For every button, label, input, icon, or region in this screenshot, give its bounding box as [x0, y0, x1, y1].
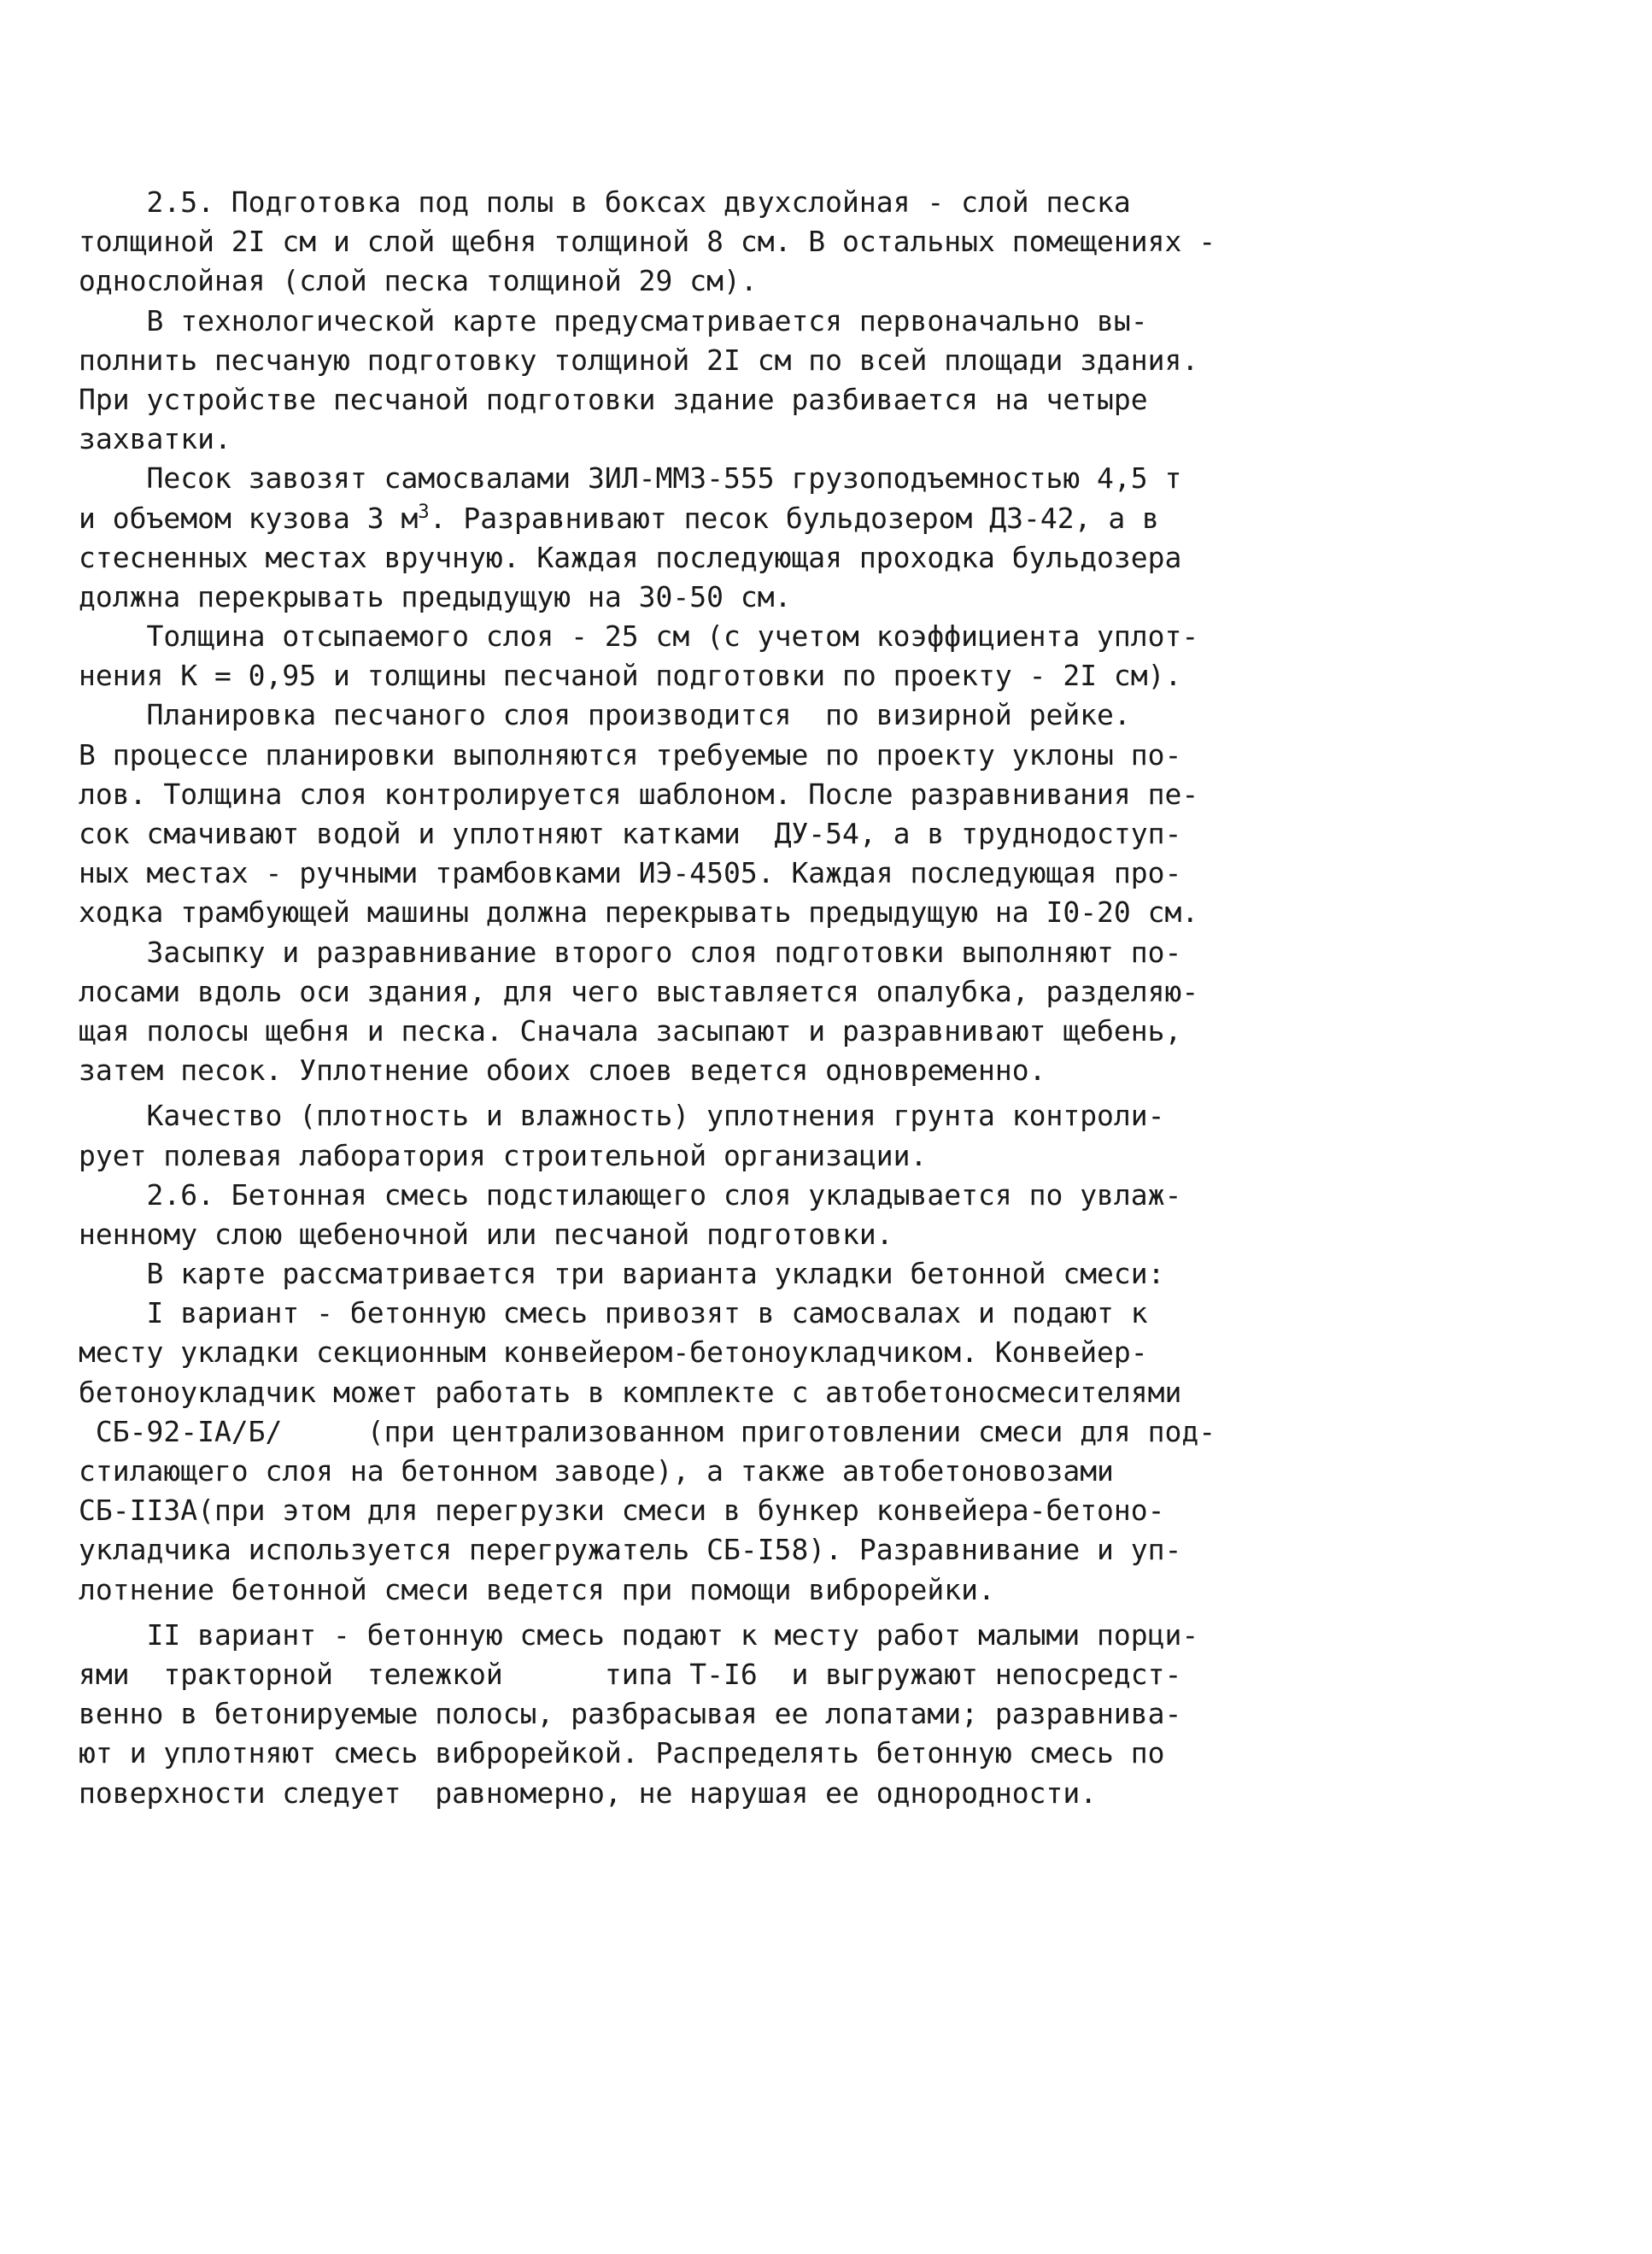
- text-line: [79, 420, 1206, 459]
- line-text: бетоноукладчик может работать в комплекте с автобетоносмесителями: [79, 1375, 1182, 1409]
- text-line: [79, 183, 1206, 222]
- text-line: [79, 261, 1206, 301]
- line-text: однослойная (слой песка толщиной 29 см).: [79, 264, 758, 298]
- line-text: сок смачивают водой и уплотняют катками ДУ-54, а в труднодоступ-: [79, 817, 1182, 850]
- line-text: 2.5. Подготовка под полы в боксах двухслойная - слой песка: [79, 185, 1131, 219]
- text-line: [79, 933, 1206, 972]
- line-text: Засыпку и разравнивание второго слоя подготовки выполняют по-: [79, 935, 1182, 969]
- text-line: [79, 1452, 1206, 1491]
- text-line: [79, 1176, 1206, 1215]
- text-line: [79, 1254, 1206, 1294]
- line-text: и объемом кузова 3 м: [79, 501, 419, 535]
- text-line: [79, 1412, 1216, 1452]
- line-text: СБ-92-IА/Б/ (при централизованном приготовлении смеси для под-: [79, 1414, 1216, 1448]
- line-text: лотнение бетонной смеси ведется при помощи виброрейки.: [79, 1572, 995, 1606]
- text-line: [79, 893, 1206, 932]
- text-line: [79, 1333, 1206, 1372]
- line-text: поверхности следует равномерно, не нарушая ее однородности.: [79, 1776, 1098, 1810]
- text-line: [79, 1051, 1206, 1090]
- line-text: лосами вдоль оси здания, для чего выставляется опалубка, разделяю-: [79, 974, 1199, 1008]
- line-text: Качество (плотность и влажность) уплотнения грунта контроли-: [79, 1099, 1165, 1133]
- text-line: [79, 1774, 1206, 1813]
- line-text: затем песок. Уплотнение обоих слоев ведется одновременно.: [79, 1054, 1046, 1088]
- text-line: [79, 1530, 1206, 1570]
- text-line: [79, 578, 1206, 617]
- line-text-continued: . Разравнивают песок бульдозером ДЗ-42, а в: [429, 501, 1159, 535]
- line-text: нения К = 0,95 и толщины песчаной подготовки по проекту - 2I см).: [79, 659, 1182, 693]
- line-text: При устройстве песчаной подготовки здание разбивается на четыре: [79, 382, 1148, 416]
- text-line: [79, 1734, 1206, 1773]
- text-line: [79, 1570, 1206, 1610]
- text-line: [79, 854, 1206, 893]
- line-text: Песок завозят самосвалами ЗИЛ-ММЗ-555 грузоподъемностью 4,5 т: [79, 461, 1182, 496]
- line-text: В карте рассматривается три варианта укладки бетонной смеси:: [79, 1257, 1165, 1291]
- line-text: стилающего слоя на бетонном заводе), а также автобетоновозами: [79, 1454, 1114, 1488]
- line-text: захватки.: [79, 422, 231, 456]
- text-line: [79, 814, 1206, 854]
- text-line: [79, 736, 1206, 775]
- line-text: рует полевая лаборатория строительной организации.: [79, 1138, 928, 1172]
- text-line: [79, 341, 1206, 380]
- line-text: должна перекрывать предыдущую на 30-50 см.: [79, 579, 792, 613]
- text-line: [79, 1694, 1206, 1734]
- line-text: ходка трамбующей машины должна перекрывать предыдущую на I0-20 см.: [79, 895, 1199, 930]
- text-line: [79, 1373, 1206, 1412]
- text-line: [79, 1215, 1206, 1254]
- document-body: [79, 183, 1216, 1813]
- line-text: ненному слою щебеночной или песчаной подготовки.: [79, 1217, 893, 1251]
- line-text: полнить песчаную подготовку толщиной 2I см по всей площади здания.: [79, 343, 1199, 377]
- line-text: В процессе планировки выполняются требуемые по проекту уклоны по-: [79, 737, 1182, 772]
- superscript: 3: [418, 501, 430, 523]
- text-line: [79, 1096, 1206, 1136]
- line-text: месту укладки секционным конвейером-бетоноукладчиком. Конвейер-: [79, 1335, 1148, 1370]
- text-line: [79, 656, 1206, 696]
- text-line: [79, 1616, 1206, 1655]
- line-text: В технологической карте предусматривается первоначально вы-: [79, 303, 1148, 338]
- text-line: [79, 1655, 1206, 1694]
- text-line: [79, 538, 1206, 578]
- line-text: I вариант - бетонную смесь привозят в самосвалах и подают к: [79, 1296, 1148, 1330]
- line-text: 2.6. Бетонная смесь подстилающего слоя укладывается по увлаж-: [79, 1177, 1182, 1212]
- text-line: [79, 617, 1206, 656]
- text-line: [79, 302, 1206, 341]
- text-line: [79, 1294, 1206, 1333]
- text-line: [79, 1136, 1206, 1176]
- text-line: [79, 696, 1206, 735]
- line-text: Планировка песчаного слоя производится по визирной рейке.: [79, 698, 1131, 732]
- line-text: ями тракторной тележкой типа Т-I6 и выгружают непосредст-: [79, 1657, 1182, 1691]
- line-text: толщиной 2I см и слой щебня толщиной 8 см. В остальных помещениях -: [79, 225, 1216, 259]
- line-text: лов. Толщина слоя контролируется шаблоном. После разравнивания пе-: [79, 777, 1199, 811]
- text-line: [79, 775, 1206, 814]
- line-text: укладчика используется перегружатель СБ-I58). Разравнивание и уп-: [79, 1533, 1182, 1567]
- text-line: [79, 222, 1216, 261]
- text-line: [79, 1491, 1206, 1530]
- line-text: щая полосы щебня и песка. Сначала засыпают и разравнивают щебень,: [79, 1013, 1182, 1048]
- line-text: ных местах - ручными трамбовками ИЭ-4505. Каждая последующая про-: [79, 856, 1182, 890]
- text-line: [79, 972, 1206, 1012]
- line-text: ют и уплотняют смесь виброрейкой. Распределять бетонную смесь по: [79, 1736, 1165, 1770]
- line-text: СБ-II3А(при этом для перегрузки смеси в бункер конвейера-бетоно-: [79, 1494, 1165, 1528]
- line-text: венно в бетонируемые полосы, разбрасывая ее лопатами; разравнива-: [79, 1697, 1182, 1731]
- line-text: Толщина отсыпаемого слоя - 25 см (с учетом коэффициента уплот-: [79, 619, 1199, 654]
- text-line: [79, 459, 1206, 498]
- line-text: II вариант - бетонную смесь подают к месту работ малыми порци-: [79, 1617, 1199, 1652]
- line-text: стесненных местах вручную. Каждая последующая проходка бульдозера: [79, 540, 1182, 574]
- text-line: [79, 1012, 1206, 1051]
- text-line: [79, 380, 1206, 420]
- text-line: [79, 499, 1206, 538]
